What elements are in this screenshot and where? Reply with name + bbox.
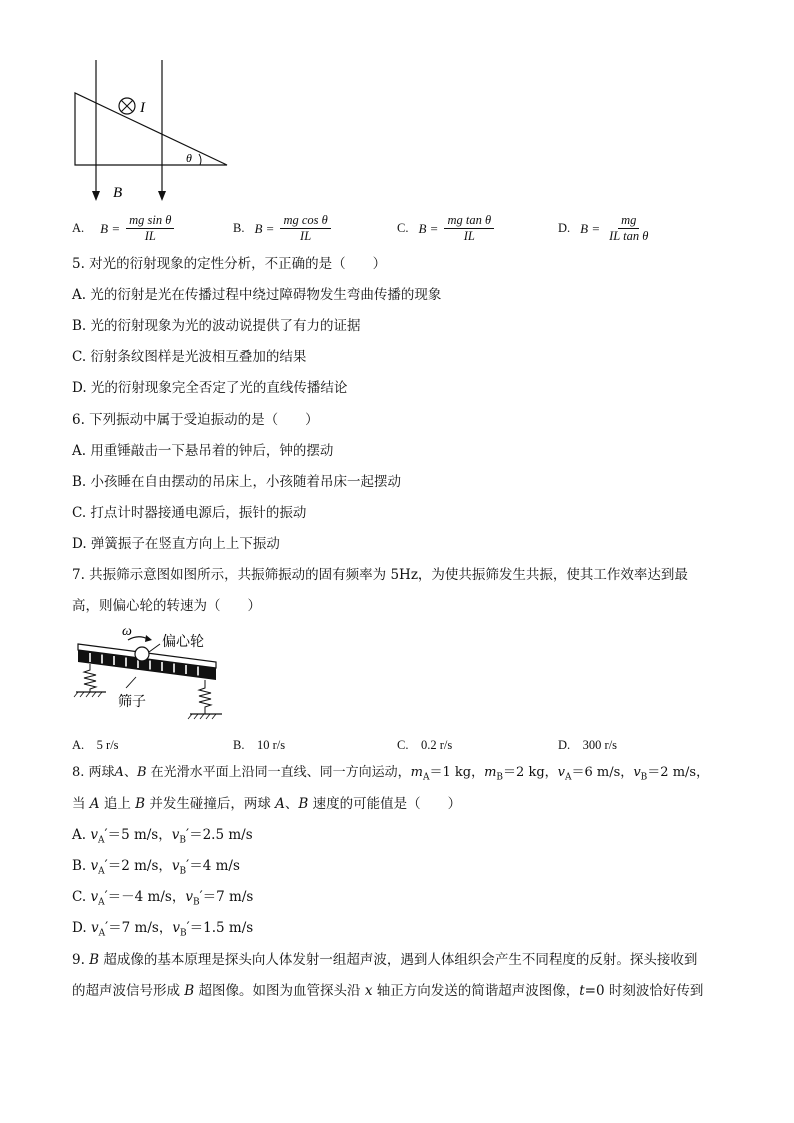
q5-stem: 5. 对光的衍射现象的定性分析，不正确的是（ ） [72, 256, 387, 272]
angle-label: θ [186, 151, 192, 165]
q8-stem-line2: 当 A 追上 B 并发生碰撞后，两球 A、B 速度的可能值是（ ） [72, 796, 462, 812]
q5-option-b: B. 光的衍射现象为光的波动说提供了有力的证据 [72, 318, 361, 334]
angle-arc [199, 154, 201, 165]
q9-stem-line2: 的超声波信号形成 B 超图像。如图为血管探头沿 x 轴正方向发送的简谐超声波图像，t=0 时刻波恰好传到 [72, 983, 704, 999]
q6-option-a: A. 用重锤敲击一下悬吊着的钟后，钟的摆动 [72, 443, 334, 459]
incline-triangle [75, 93, 227, 165]
q7-option-d: D. 300 r/s [558, 738, 618, 752]
incline-figure [60, 55, 250, 205]
q5-option-d: D. 光的衍射现象完全否定了光的直线传播结论 [72, 380, 348, 396]
q4-option-b: B. B = $\frac{\text{mg cos θ}}{IL}$ [233, 213, 331, 244]
left-spring [84, 664, 96, 692]
q6-stem: 6. 下列振动中属于受迫振动的是（ ） [72, 412, 319, 428]
q4-option-c: C. B = $\frac{\text{mg tan θ}}{IL}$ [397, 213, 494, 244]
q9-stem-line1: 9. B 超成像的基本原理是探头向人体发射一组超声波，遇到人体组织会产生不同程度的反射。探头接收到 [72, 952, 698, 968]
field-arrow-right [158, 191, 166, 201]
current-label: I [140, 100, 145, 116]
q6-option-b: B. 小孩睡在自由摆动的吊床上，小孩随着吊床一起摆动 [72, 474, 402, 490]
q7-option-c: C. 0.2 r/s [397, 738, 453, 752]
eccentric-wheel [135, 647, 149, 661]
q7-stem-line1: 7. 共振筛示意图如图所示，共振筛振动的固有频率为 5Hz，为使共振筛发生共振，使其工作效率达到最 [72, 567, 688, 583]
q7-stem-line2: 高，则偏心轮的转速为（ ） [72, 598, 261, 614]
sieve-label: 筛子 [118, 694, 146, 710]
q8-stem-line1: 8. 两球A、B 在光滑水平面上沿同一直线、同一方向运动，$m_A=1$ kg，$m_B=2$ kg，$v_A=6$ m/s，$v_B=2$ m/s， [72, 765, 710, 783]
q6-option-d: D. 弹簧振子在竖直方向上上下振动 [72, 536, 280, 552]
resonance-sieve-figure [68, 622, 238, 722]
field-arrow-left [92, 191, 100, 201]
q8-option-b: B. $v_A'=2$ m/s，$v_B'=4$ m/s [72, 858, 240, 877]
q8-option-a: A. $v_A'=5$ m/s，$v_B'=2.5$ m/s [72, 827, 253, 846]
field-label: B [113, 185, 123, 201]
sieve-leader-line [126, 677, 136, 688]
right-spring [199, 680, 211, 714]
q4-option-a: A. B = $\frac{\text{mg sin θ}}{IL}$ [72, 213, 174, 244]
wheel-label: 偏心轮 [162, 634, 204, 650]
q5-option-a: A. 光的衍射是光在传播过程中绕过障碍物发生弯曲传播的现象 [72, 287, 442, 303]
omega-label: ω [122, 624, 132, 639]
q7-option-a: A. 5 r/s [72, 738, 119, 752]
q4-option-d: D. B = $\frac{mg}{\text{IL tan θ}}$ [558, 213, 649, 243]
q7-option-b: B. 10 r/s [233, 738, 286, 752]
q5-option-c: C. 衍射条纹图样是光波相互叠加的结果 [72, 349, 307, 365]
q8-option-c: C. $v_A'=-4$ m/s，$v_B'=7$ m/s [72, 889, 254, 908]
q6-option-c: C. 打点计时器接通电源后，振针的振动 [72, 505, 307, 521]
wheel-leader-line [149, 644, 160, 652]
q8-option-d: D. $v_A'=7$ m/s，$v_B'=1.5$ m/s [72, 920, 254, 939]
